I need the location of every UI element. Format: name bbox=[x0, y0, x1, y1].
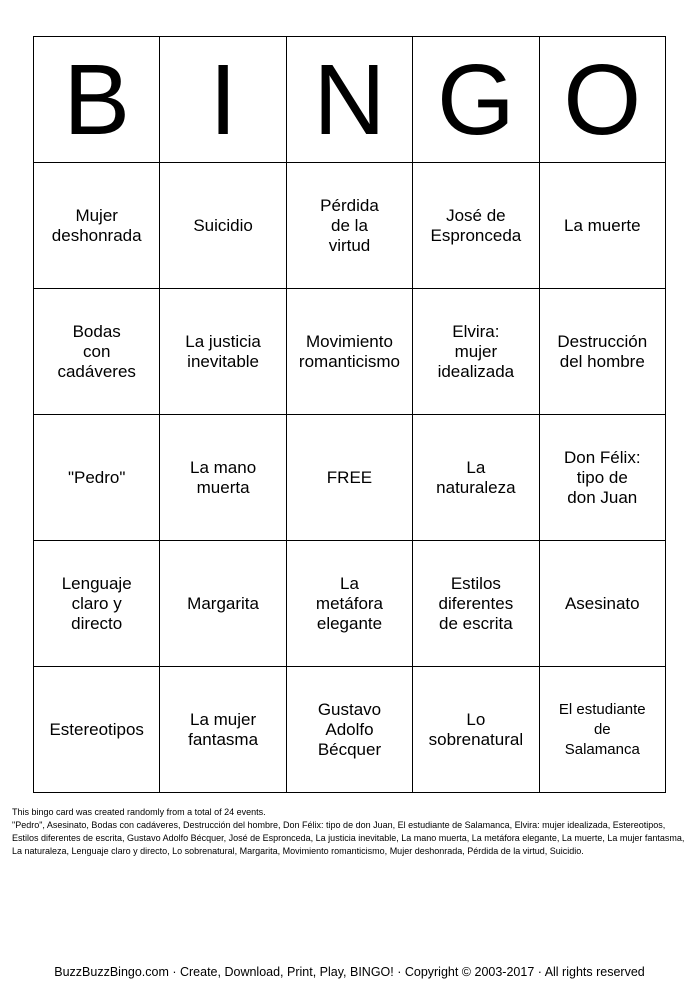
bingo-cell: Destrucción del hombre bbox=[539, 289, 665, 415]
bingo-cell: Elvira: mujer idealizada bbox=[413, 289, 539, 415]
bingo-cell: "Pedro" bbox=[34, 415, 160, 541]
bingo-cell: Suicidio bbox=[160, 163, 286, 289]
bingo-card bbox=[33, 36, 666, 793]
bingo-cell: Gustavo Adolfo Bécquer bbox=[286, 667, 412, 793]
header-letter-g: G bbox=[413, 37, 539, 163]
bingo-header-row bbox=[34, 37, 666, 163]
bingo-cell: Pérdida de la virtud bbox=[286, 163, 412, 289]
bingo-cell: Margarita bbox=[160, 541, 286, 667]
bingo-cell: La justicia inevitable bbox=[160, 289, 286, 415]
bingo-cell: El estudiante de Salamanca bbox=[539, 667, 665, 793]
header-letter-b: B bbox=[34, 37, 160, 163]
bingo-row-1 bbox=[34, 163, 666, 289]
bingo-cell: La naturaleza bbox=[413, 415, 539, 541]
header-letter-o: O bbox=[539, 37, 665, 163]
bingo-cell: Asesinato bbox=[539, 541, 665, 667]
card-note bbox=[12, 806, 692, 858]
note-intro: This bingo card was created randomly from a total of 24 events. bbox=[12, 807, 266, 817]
bingo-cell: Mujer deshonrada bbox=[34, 163, 160, 289]
bingo-cell: La metáfora elegante bbox=[286, 541, 412, 667]
note-event-list: "Pedro", Asesinato, Bodas con cadáveres, Destrucción del hombre, Don Félix: tipo de don Juan, El estudiante de Salamanca, Elvira: mujer idealizada, Estereotipos, Estilos diferentes de escrita, Gustavo Adolfo Bécquer, José de Espronceda, La justicia inevitable, La mano muerta, La metáfora elegante, La muerte, La mujer fantasma, La naturaleza, Lenguaje claro y directo, Lo sobrenatural, Margarita, Movimiento romanticismo, Mujer deshonrada, Pérdida de la virtud, Suicidio. bbox=[12, 820, 685, 856]
header-letter-i: I bbox=[160, 37, 286, 163]
bingo-row-3 bbox=[34, 415, 666, 541]
bingo-row-5 bbox=[34, 667, 666, 793]
bingo-cell: Movimiento romanticismo bbox=[286, 289, 412, 415]
bingo-row-2 bbox=[34, 289, 666, 415]
bingo-cell: La mano muerta bbox=[160, 415, 286, 541]
header-letter-n: N bbox=[286, 37, 412, 163]
bingo-cell: Lenguaje claro y directo bbox=[34, 541, 160, 667]
footer-copyright: BuzzBuzzBingo.com · Create, Download, Print, Play, BINGO! · Copyright © 2003-2017 · All rights reserved bbox=[54, 965, 645, 979]
bingo-cell: Estereotipos bbox=[34, 667, 160, 793]
bingo-row-4 bbox=[34, 541, 666, 667]
bingo-cell: La mujer fantasma bbox=[160, 667, 286, 793]
bingo-cell: La muerte bbox=[539, 163, 665, 289]
bingo-cell: Bodas con cadáveres bbox=[34, 289, 160, 415]
bingo-cell: Don Félix: tipo de don Juan bbox=[539, 415, 665, 541]
bingo-cell: Lo sobrenatural bbox=[413, 667, 539, 793]
free-cell: FREE bbox=[286, 415, 412, 541]
bingo-cell: José de Espronceda bbox=[413, 163, 539, 289]
bingo-cell: Estilos diferentes de escrita bbox=[413, 541, 539, 667]
